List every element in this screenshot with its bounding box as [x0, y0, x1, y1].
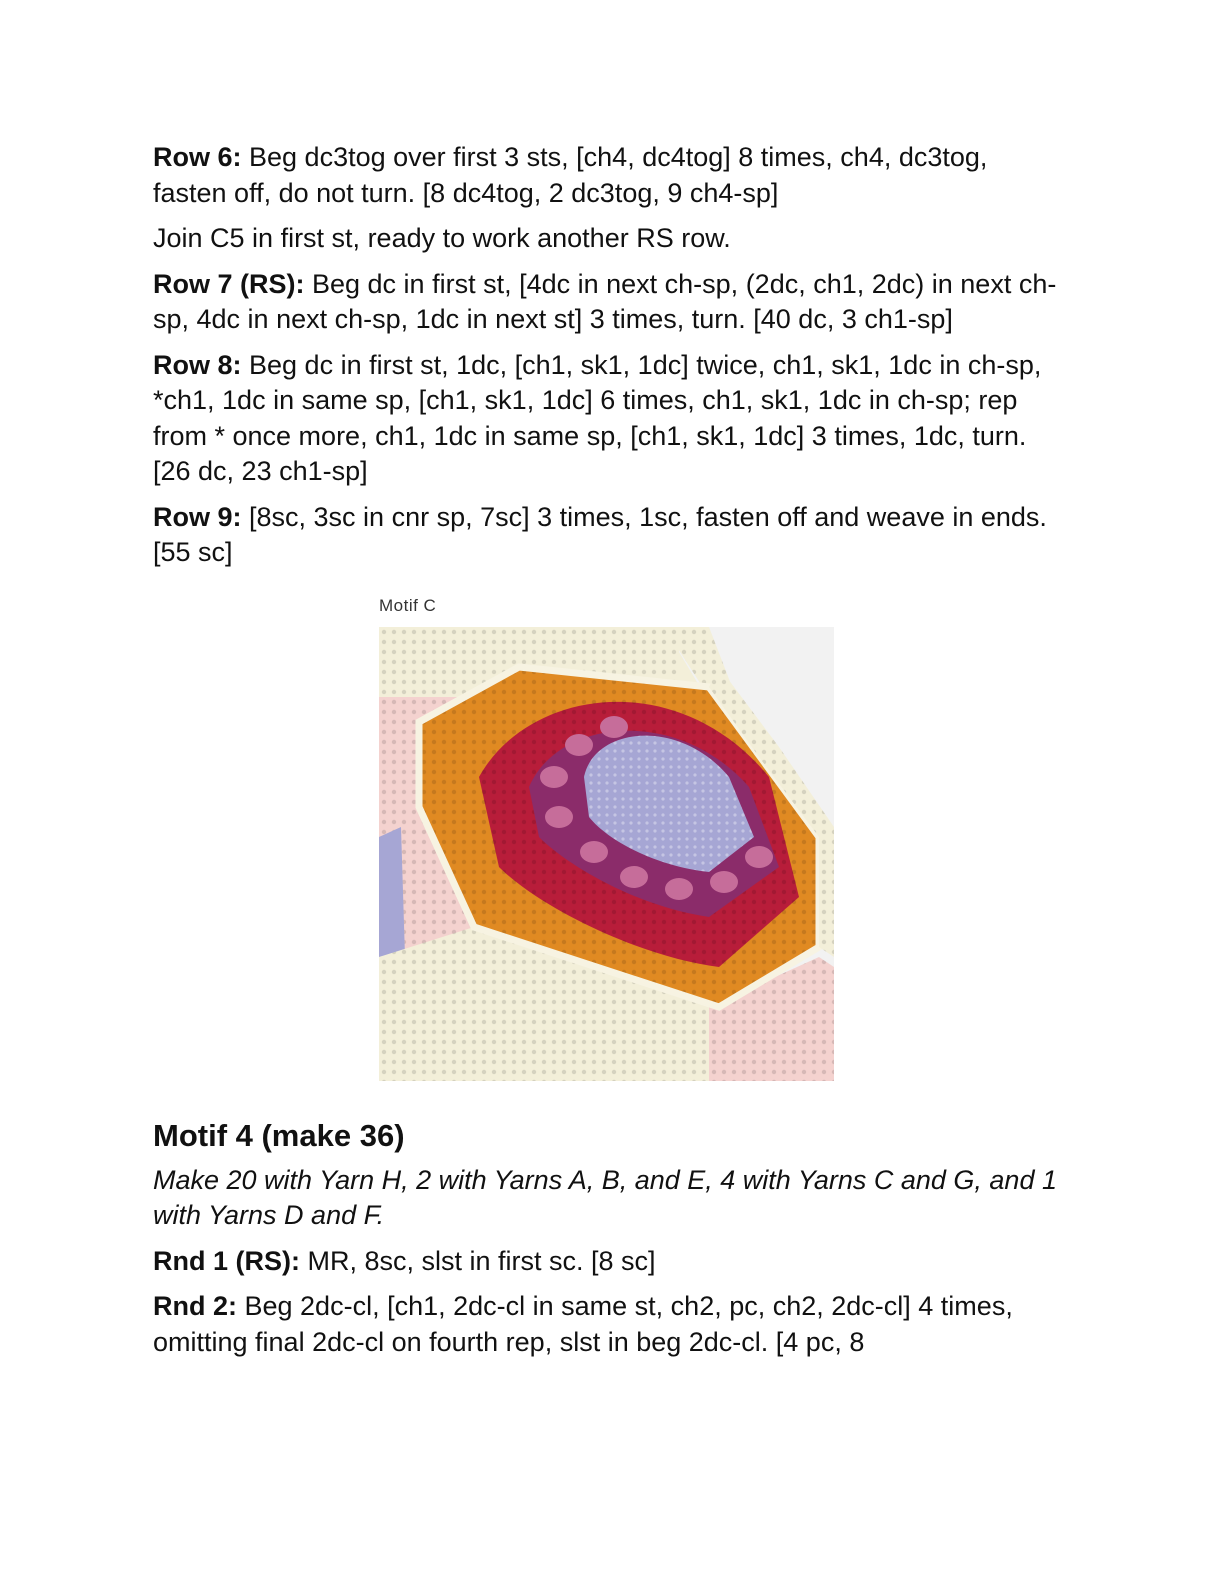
rnd-label: Rnd 2:	[153, 1291, 237, 1321]
row-9-instruction	[153, 500, 1063, 571]
row-text: Beg dc3tog over first 3 sts, [ch4, dc4tog] 8 times, ch4, dc3tog, fasten off, do not turn. [8 dc4tog, 2 dc3tog, 9 ch4-sp]	[153, 142, 988, 208]
yarn-note: Make 20 with Yarn H, 2 with Yarns A, B, and E, 4 with Yarns C and G, and 1 with Yarns D and F.	[153, 1164, 1057, 1230]
row-text: [8sc, 3sc in cnr sp, 7sc] 3 times, 1sc, fasten off and weave in ends. [55 sc]	[153, 501, 1047, 567]
row-text: Beg dc in first st, 1dc, [ch1, sk1, 1dc] twice, ch1, sk1, 1dc in ch-sp, *ch1, 1dc in same sp, [ch1, sk1, 1dc] 6 times, ch1, sk1, 1dc in ch-sp; rep from * once more, ch1, 1dc in same sp, [ch1, sk1, 1dc] 3 times, 1dc, turn. [26 dc, 23 ch1-sp]	[153, 349, 1042, 486]
row-label: Row 7 (RS):	[153, 268, 305, 299]
row-label: Row 6:	[153, 142, 242, 172]
section-heading: Motif 4 (make 36)	[153, 1117, 405, 1153]
row-7-instruction	[153, 267, 1063, 338]
row-label: Row 9:	[153, 501, 242, 532]
crochet-motif-photo	[379, 627, 834, 1081]
join-instruction	[153, 221, 1063, 257]
rnd-label: Rnd 1 (RS):	[153, 1245, 300, 1276]
row-8-instruction	[153, 348, 1063, 490]
rnd-2-instruction	[153, 1289, 1063, 1360]
rnd-1-instruction	[153, 1244, 1063, 1280]
figure-caption: Motif C	[379, 595, 437, 615]
rnd-text: MR, 8sc, slst in first sc. [8 sc]	[299, 1245, 656, 1276]
row-text: Beg dc in first st, [4dc in next ch-sp, (2dc, ch1, 2dc) in next ch-sp, 4dc in next ch-sp, 1dc in next st] 3 times, turn. [40 dc, 3 ch1-sp]	[153, 268, 1057, 334]
row-label: Row 8:	[153, 349, 242, 380]
join-text: Join C5 in first st, ready to work another RS row.	[153, 223, 731, 253]
motif-c-figure	[379, 595, 834, 1081]
document-page	[153, 140, 1063, 1370]
row-6-instruction	[153, 140, 1063, 211]
rnd-text: Beg 2dc-cl, [ch1, 2dc-cl in same st, ch2, pc, ch2, 2dc-cl] 4 times, omitting final 2dc-cl on fourth rep, slst in beg 2dc-cl. [4 pc, 8	[153, 1291, 1013, 1357]
